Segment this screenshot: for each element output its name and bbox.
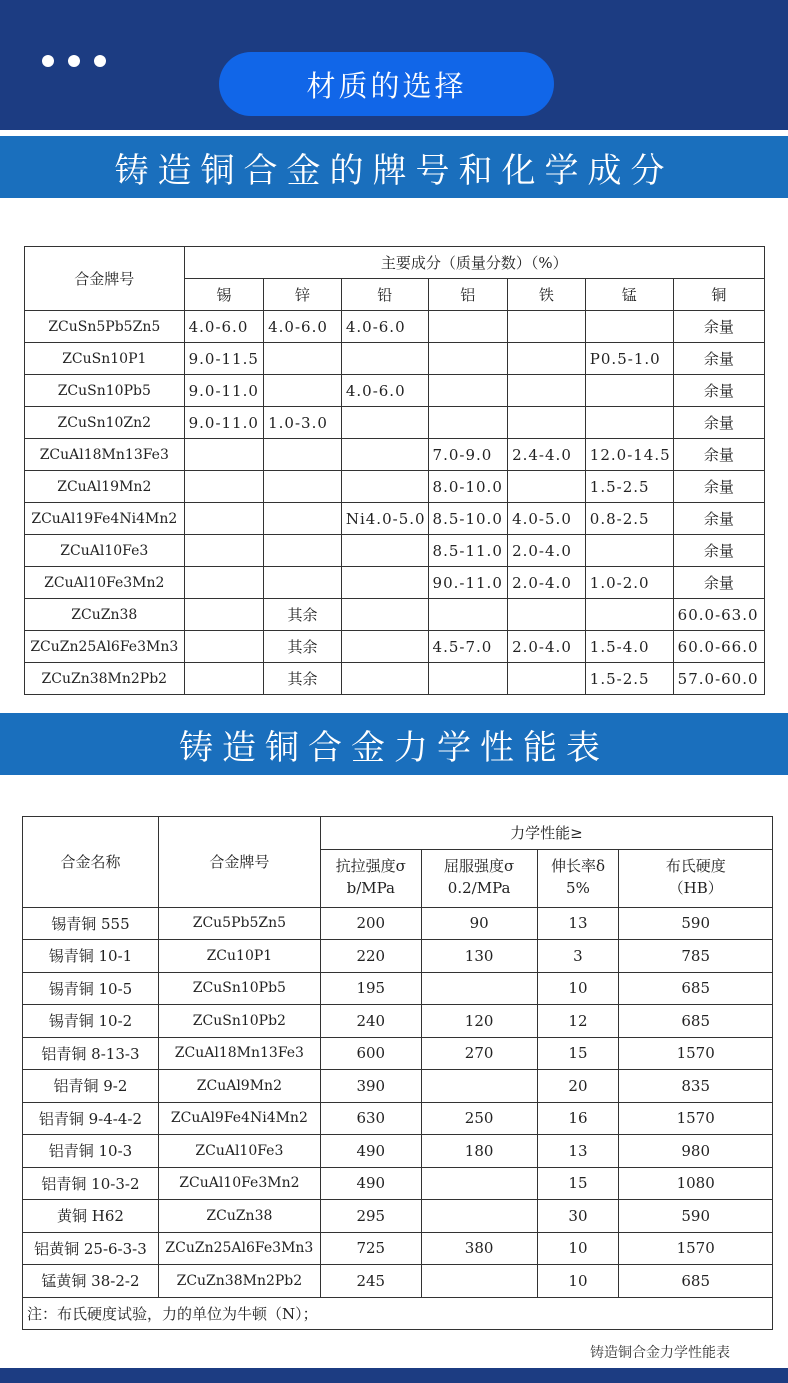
value-cell: 余量: [673, 535, 764, 567]
value-cell: 685: [619, 1265, 773, 1298]
value-cell: [184, 535, 264, 567]
value-cell: 785: [619, 940, 773, 973]
value-cell: 3: [537, 940, 619, 973]
value-cell: 1.0-3.0: [264, 407, 342, 439]
table-row: [25, 407, 765, 439]
value-cell: 130: [421, 940, 537, 973]
grade-cell: ZCuZn38Mn2Pb2: [158, 1265, 320, 1298]
value-cell: [264, 471, 342, 503]
value-cell: 200: [320, 907, 421, 940]
value-cell: 835: [619, 1070, 773, 1103]
grade-cell: ZCuAl18Mn13Fe3: [158, 1037, 320, 1070]
value-cell: 其余: [264, 599, 342, 631]
grade-cell: ZCuAl10Fe3Mn2: [158, 1167, 320, 1200]
grade-cell: ZCuZn38: [25, 599, 185, 631]
value-cell: [421, 972, 537, 1005]
value-cell: 10: [537, 1232, 619, 1265]
table-row: [25, 439, 765, 471]
note-row: [23, 1297, 773, 1330]
table-row: [25, 503, 765, 535]
grade-cell: ZCuAl10Fe3: [25, 535, 185, 567]
value-cell: 0.8-2.5: [585, 503, 673, 535]
value-cell: 余量: [673, 407, 764, 439]
value-cell: 8.0-10.0: [428, 471, 508, 503]
value-cell: 9.0-11.5: [184, 343, 264, 375]
grade-cell: ZCuSn10Pb2: [158, 1005, 320, 1038]
table-row: [25, 375, 765, 407]
value-cell: 4.5-7.0: [428, 631, 508, 663]
value-cell: 57.0-60.0: [673, 663, 764, 695]
value-cell: 195: [320, 972, 421, 1005]
alloy-name-cell: 铝青铜 10-3: [23, 1135, 159, 1168]
value-cell: P0.5-1.0: [585, 343, 673, 375]
page-title: 材质的选择: [219, 52, 554, 116]
grade-cell: ZCuAl19Fe4Ni4Mn2: [25, 503, 185, 535]
value-cell: 9.0-11.0: [184, 407, 264, 439]
value-cell: 490: [320, 1167, 421, 1200]
value-cell: 15: [537, 1037, 619, 1070]
value-cell: 90: [421, 907, 537, 940]
value-cell: [508, 343, 586, 375]
value-cell: [585, 375, 673, 407]
value-cell: 250: [421, 1102, 537, 1135]
table-note: 注：布氏硬度试验，力的单位为牛顿（N）；: [23, 1297, 773, 1330]
value-cell: 4.0-6.0: [184, 311, 264, 343]
value-cell: 630: [320, 1102, 421, 1135]
table-row: [23, 1135, 773, 1168]
value-cell: 390: [320, 1070, 421, 1103]
element-header: 锡: [184, 279, 264, 311]
element-header: 锌: [264, 279, 342, 311]
grade-cell: ZCuZn38: [158, 1200, 320, 1233]
header-alloy-name: 合金名称: [23, 817, 159, 908]
value-cell: [585, 535, 673, 567]
section1-title: 铸造铜合金的牌号和化学成分: [0, 136, 788, 198]
value-cell: [184, 503, 264, 535]
value-cell: 60.0-63.0: [673, 599, 764, 631]
mechanical-table: [22, 816, 773, 1330]
property-header: [320, 849, 421, 907]
value-cell: 2.0-4.0: [508, 631, 586, 663]
value-cell: 1570: [619, 1037, 773, 1070]
dot-icon: [42, 55, 54, 67]
table-caption: 铸造铜合金力学性能表: [590, 1345, 730, 1361]
value-cell: [585, 311, 673, 343]
value-cell: [341, 567, 428, 599]
value-cell: [184, 663, 264, 695]
header-alloy-grade: 合金牌号: [158, 817, 320, 908]
table-row: [23, 907, 773, 940]
table-row: [23, 1037, 773, 1070]
element-header: 铜: [673, 279, 764, 311]
alloy-name-cell: 铝青铜 9-4-4-2: [23, 1102, 159, 1135]
value-cell: [341, 471, 428, 503]
value-cell: 1.5-4.0: [585, 631, 673, 663]
value-cell: [264, 535, 342, 567]
value-cell: 245: [320, 1265, 421, 1298]
value-cell: 90.-11.0: [428, 567, 508, 599]
value-cell: 15: [537, 1167, 619, 1200]
table-row: [25, 567, 765, 599]
grade-cell: ZCuZn25Al6Fe3Mn3: [158, 1232, 320, 1265]
value-cell: [184, 439, 264, 471]
value-cell: 240: [320, 1005, 421, 1038]
value-cell: [341, 343, 428, 375]
property-header-line: 5%: [566, 879, 590, 897]
grade-cell: ZCuAl19Mn2: [25, 471, 185, 503]
grade-cell: ZCu10P1: [158, 940, 320, 973]
bottom-bar: [0, 1368, 788, 1383]
value-cell: 380: [421, 1232, 537, 1265]
value-cell: 16: [537, 1102, 619, 1135]
table-row: [23, 1005, 773, 1038]
value-cell: 1.5-2.5: [585, 471, 673, 503]
value-cell: [585, 407, 673, 439]
value-cell: 2.4-4.0: [508, 439, 586, 471]
value-cell: 2.0-4.0: [508, 567, 586, 599]
alloy-name-cell: 铝黄铜 25-6-3-3: [23, 1232, 159, 1265]
value-cell: 600: [320, 1037, 421, 1070]
table-row: [23, 1200, 773, 1233]
value-cell: 220: [320, 940, 421, 973]
value-cell: 1570: [619, 1232, 773, 1265]
value-cell: [428, 375, 508, 407]
table-row: [25, 599, 765, 631]
property-header: [537, 849, 619, 907]
grade-cell: ZCuAl9Fe4Ni4Mn2: [158, 1102, 320, 1135]
value-cell: 其余: [264, 631, 342, 663]
header-grade: 合金牌号: [25, 247, 185, 311]
grade-cell: ZCuSn10Pb5: [158, 972, 320, 1005]
value-cell: 120: [421, 1005, 537, 1038]
property-header-line: b/MPa: [346, 879, 395, 897]
value-cell: 2.0-4.0: [508, 535, 586, 567]
alloy-name-cell: 锡青铜 10-2: [23, 1005, 159, 1038]
dots-decoration: [42, 55, 106, 67]
property-header-line: 伸长率δ: [550, 857, 605, 876]
value-cell: 余量: [673, 471, 764, 503]
table-row: [25, 343, 765, 375]
value-cell: 20: [537, 1070, 619, 1103]
value-cell: 1.5-2.5: [585, 663, 673, 695]
grade-cell: ZCuZn38Mn2Pb2: [25, 663, 185, 695]
value-cell: [508, 663, 586, 695]
value-cell: [264, 343, 342, 375]
value-cell: 1080: [619, 1167, 773, 1200]
value-cell: 9.0-11.0: [184, 375, 264, 407]
property-header-line: 抗拉强度σ: [335, 857, 406, 876]
value-cell: [508, 471, 586, 503]
value-cell: 685: [619, 1005, 773, 1038]
alloy-name-cell: 铝青铜 8-13-3: [23, 1037, 159, 1070]
grade-cell: ZCuAl9Mn2: [158, 1070, 320, 1103]
value-cell: [341, 439, 428, 471]
dot-icon: [94, 55, 106, 67]
grade-cell: ZCu5Pb5Zn5: [158, 907, 320, 940]
grade-cell: ZCuZn25Al6Fe3Mn3: [25, 631, 185, 663]
table-row: [25, 311, 765, 343]
value-cell: [264, 567, 342, 599]
value-cell: [508, 375, 586, 407]
property-header-line: 布氏硬度: [665, 857, 726, 876]
value-cell: 7.0-9.0: [428, 439, 508, 471]
value-cell: 余量: [673, 343, 764, 375]
value-cell: 1570: [619, 1102, 773, 1135]
value-cell: [421, 1265, 537, 1298]
value-cell: 30: [537, 1200, 619, 1233]
element-header: 铅: [341, 279, 428, 311]
table-row: [25, 535, 765, 567]
table-row: [25, 663, 765, 695]
value-cell: [341, 599, 428, 631]
table-row: [23, 1070, 773, 1103]
value-cell: 4.0-6.0: [341, 311, 428, 343]
table-row: [23, 940, 773, 973]
value-cell: [508, 311, 586, 343]
alloy-name-cell: 锡青铜 10-1: [23, 940, 159, 973]
table-row: [25, 471, 765, 503]
alloy-name-cell: 锡青铜 10-5: [23, 972, 159, 1005]
element-header: 铁: [508, 279, 586, 311]
alloy-name-cell: 黄铜 H62: [23, 1200, 159, 1233]
value-cell: 590: [619, 1200, 773, 1233]
value-cell: 余量: [673, 503, 764, 535]
value-cell: [264, 439, 342, 471]
table-row: [23, 1167, 773, 1200]
value-cell: [428, 663, 508, 695]
alloy-name-cell: 铝青铜 10-3-2: [23, 1167, 159, 1200]
property-header-line: 屈服强度σ: [443, 857, 515, 876]
value-cell: 270: [421, 1037, 537, 1070]
value-cell: [341, 663, 428, 695]
alloy-name-cell: 锡青铜 555: [23, 907, 159, 940]
value-cell: [428, 311, 508, 343]
value-cell: 725: [320, 1232, 421, 1265]
value-cell: 10: [537, 1265, 619, 1298]
header-mechanical: 力学性能≥: [320, 817, 772, 850]
grade-cell: ZCuSn10Pb5: [25, 375, 185, 407]
property-header: [619, 849, 773, 907]
value-cell: [184, 599, 264, 631]
value-cell: 685: [619, 972, 773, 1005]
value-cell: [508, 407, 586, 439]
value-cell: [341, 407, 428, 439]
value-cell: 4.0-6.0: [264, 311, 342, 343]
grade-cell: ZCuSn10P1: [25, 343, 185, 375]
table-row: [25, 631, 765, 663]
value-cell: [421, 1167, 537, 1200]
element-header: 铝: [428, 279, 508, 311]
value-cell: 余量: [673, 375, 764, 407]
table-row: [23, 1265, 773, 1298]
grade-cell: ZCuSn5Pb5Zn5: [25, 311, 185, 343]
element-header: 锰: [585, 279, 673, 311]
value-cell: 590: [619, 907, 773, 940]
table-row: [23, 972, 773, 1005]
value-cell: 490: [320, 1135, 421, 1168]
value-cell: [184, 471, 264, 503]
value-cell: [585, 599, 673, 631]
composition-table: [24, 246, 765, 695]
value-cell: [341, 535, 428, 567]
property-header-line: 0.2/MPa: [447, 879, 511, 897]
value-cell: 余量: [673, 567, 764, 599]
value-cell: [264, 375, 342, 407]
value-cell: [428, 407, 508, 439]
table-row: [23, 1102, 773, 1135]
alloy-name-cell: 锰黄铜 38-2-2: [23, 1265, 159, 1298]
value-cell: 8.5-10.0: [428, 503, 508, 535]
value-cell: 13: [537, 1135, 619, 1168]
header-composition: 主要成分（质量分数）（%）: [184, 247, 764, 279]
value-cell: 10: [537, 972, 619, 1005]
value-cell: 60.0-66.0: [673, 631, 764, 663]
alloy-name-cell: 铝青铜 9-2: [23, 1070, 159, 1103]
value-cell: 180: [421, 1135, 537, 1168]
value-cell: [264, 503, 342, 535]
property-header-line: （HB）: [668, 879, 723, 897]
value-cell: [428, 599, 508, 631]
value-cell: 4.0-5.0: [508, 503, 586, 535]
value-cell: [184, 567, 264, 599]
value-cell: [421, 1070, 537, 1103]
value-cell: [508, 599, 586, 631]
value-cell: 295: [320, 1200, 421, 1233]
dot-icon: [68, 55, 80, 67]
value-cell: 1.0-2.0: [585, 567, 673, 599]
value-cell: [184, 631, 264, 663]
property-header: [421, 849, 537, 907]
grade-cell: ZCuAl10Fe3Mn2: [25, 567, 185, 599]
value-cell: [421, 1200, 537, 1233]
value-cell: 13: [537, 907, 619, 940]
value-cell: Ni4.0-5.0: [341, 503, 428, 535]
value-cell: [341, 631, 428, 663]
value-cell: 余量: [673, 311, 764, 343]
grade-cell: ZCuSn10Zn2: [25, 407, 185, 439]
value-cell: 其余: [264, 663, 342, 695]
grade-cell: ZCuAl18Mn13Fe3: [25, 439, 185, 471]
value-cell: 980: [619, 1135, 773, 1168]
value-cell: 4.0-6.0: [341, 375, 428, 407]
value-cell: [428, 343, 508, 375]
section2-title: 铸造铜合金力学性能表: [0, 713, 788, 775]
top-header: [0, 0, 788, 130]
value-cell: 12.0-14.5: [585, 439, 673, 471]
grade-cell: ZCuAl10Fe3: [158, 1135, 320, 1168]
table-row: [23, 1232, 773, 1265]
value-cell: 12: [537, 1005, 619, 1038]
value-cell: 余量: [673, 439, 764, 471]
value-cell: 8.5-11.0: [428, 535, 508, 567]
